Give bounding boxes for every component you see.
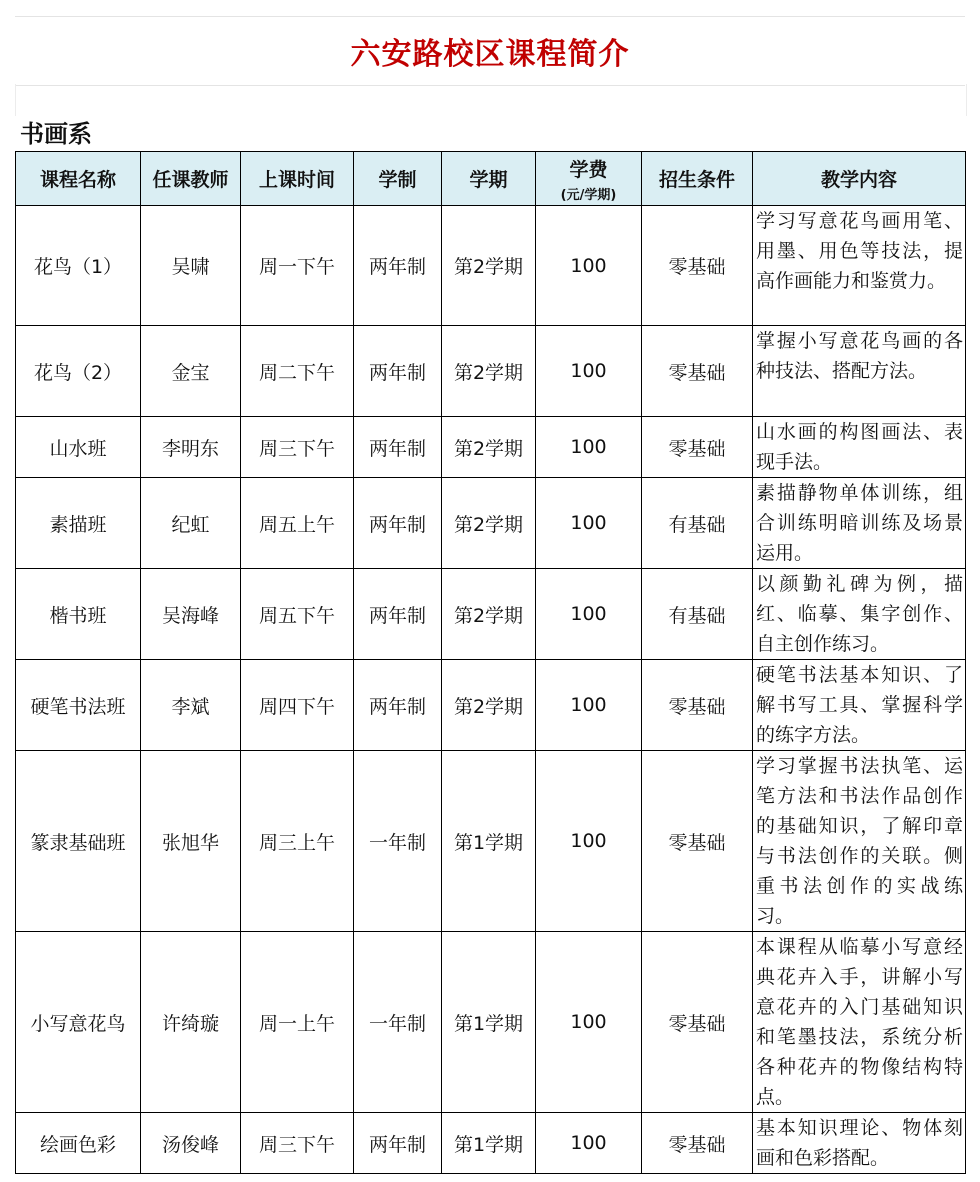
cell-name: 花鸟（1） [16, 206, 141, 326]
cell-fee: 100 [536, 417, 642, 478]
header-time: 上课时间 [241, 152, 354, 206]
header-teacher: 任课教师 [141, 152, 241, 206]
cell-requirement: 零基础 [642, 417, 753, 478]
cell-time: 周四下午 [241, 660, 354, 751]
cell-fee: 100 [536, 326, 642, 417]
cell-teacher: 李斌 [141, 660, 241, 751]
section-title: 书画系 [20, 120, 92, 148]
cell-content: 山水画的构图画法、表现手法。 [753, 417, 966, 478]
table-row [16, 569, 966, 660]
cell-system: 两年制 [354, 478, 442, 569]
cell-fee: 100 [536, 206, 642, 326]
cell-content: 硬笔书法基本知识、了解书写工具、掌握科学的练字方法。 [753, 660, 966, 751]
header-system: 学制 [354, 152, 442, 206]
header-row [16, 152, 966, 206]
cell-fee: 100 [536, 660, 642, 751]
cell-requirement: 零基础 [642, 1113, 753, 1174]
cell-requirement: 有基础 [642, 569, 753, 660]
cell-teacher: 李明东 [141, 417, 241, 478]
cell-name: 山水班 [16, 417, 141, 478]
cell-content: 素描静物单体训练，组合训练明暗训练及场景运用。 [753, 478, 966, 569]
cell-system: 两年制 [354, 417, 442, 478]
cell-teacher: 金宝 [141, 326, 241, 417]
cell-name: 小写意花鸟 [16, 932, 141, 1113]
table-row [16, 751, 966, 932]
cell-system: 两年制 [354, 206, 442, 326]
header-fee [536, 152, 642, 206]
table-row [16, 417, 966, 478]
cell-time: 周三下午 [241, 1113, 354, 1174]
cell-system: 一年制 [354, 932, 442, 1113]
cell-fee: 100 [536, 751, 642, 932]
cell-time: 周二下午 [241, 326, 354, 417]
cell-content: 本课程从临摹小写意经典花卉入手，讲解小写意花卉的入门基础知识和笔墨技法，系统分析各种花卉的物像结构特点。 [753, 932, 966, 1113]
cell-term: 第2学期 [442, 478, 536, 569]
course-table [15, 151, 966, 1174]
header-term: 学期 [442, 152, 536, 206]
cell-name: 硬笔书法班 [16, 660, 141, 751]
cell-content: 学习掌握书法执笔、运笔方法和书法作品创作的基础知识，了解印章与书法创作的关联。侧重书法创作的实战练习。 [753, 751, 966, 932]
cell-time: 周一下午 [241, 206, 354, 326]
cell-requirement: 零基础 [642, 932, 753, 1113]
table-row [16, 206, 966, 326]
header-fee-unit: (元/学期) [560, 187, 617, 203]
cell-fee: 100 [536, 932, 642, 1113]
page-title: 六安路校区课程简介 [350, 37, 630, 72]
cell-system: 两年制 [354, 660, 442, 751]
cell-teacher: 许绮璇 [141, 932, 241, 1113]
spacer-row [15, 84, 967, 116]
cell-time: 周五下午 [241, 569, 354, 660]
cell-content: 以颜勤礼碑为例，描红、临摹、集字创作、自主创作练习。 [753, 569, 966, 660]
header-requirement: 招生条件 [642, 152, 753, 206]
cell-time: 周五上午 [241, 478, 354, 569]
cell-requirement: 零基础 [642, 751, 753, 932]
title-band [15, 16, 965, 86]
cell-requirement: 有基础 [642, 478, 753, 569]
cell-teacher: 吴海峰 [141, 569, 241, 660]
cell-name: 花鸟（2） [16, 326, 141, 417]
cell-teacher: 吴啸 [141, 206, 241, 326]
cell-requirement: 零基础 [642, 660, 753, 751]
cell-requirement: 零基础 [642, 326, 753, 417]
header-fee-label: 学费 [569, 158, 608, 181]
table-row [16, 478, 966, 569]
cell-fee: 100 [536, 1113, 642, 1174]
cell-teacher: 汤俊峰 [141, 1113, 241, 1174]
cell-time: 周一上午 [241, 932, 354, 1113]
cell-teacher: 纪虹 [141, 478, 241, 569]
cell-time: 周三上午 [241, 751, 354, 932]
cell-time: 周三下午 [241, 417, 354, 478]
cell-content: 学习写意花鸟画用笔、用墨、用色等技法，提高作画能力和鉴赏力。 [753, 206, 966, 326]
cell-term: 第2学期 [442, 569, 536, 660]
cell-term: 第2学期 [442, 206, 536, 326]
table-row [16, 1113, 966, 1174]
cell-fee: 100 [536, 478, 642, 569]
cell-fee: 100 [536, 569, 642, 660]
cell-name: 篆隶基础班 [16, 751, 141, 932]
cell-term: 第1学期 [442, 751, 536, 932]
cell-system: 两年制 [354, 569, 442, 660]
cell-requirement: 零基础 [642, 206, 753, 326]
cell-name: 绘画色彩 [16, 1113, 141, 1174]
cell-content: 基本知识理论、物体刻画和色彩搭配。 [753, 1113, 966, 1174]
cell-term: 第2学期 [442, 660, 536, 751]
cell-term: 第2学期 [442, 417, 536, 478]
cell-system: 两年制 [354, 326, 442, 417]
cell-system: 一年制 [354, 751, 442, 932]
cell-term: 第1学期 [442, 932, 536, 1113]
header-content: 教学内容 [753, 152, 966, 206]
cell-name: 素描班 [16, 478, 141, 569]
table-row [16, 326, 966, 417]
cell-system: 两年制 [354, 1113, 442, 1174]
cell-content: 掌握小写意花鸟画的各种技法、搭配方法。 [753, 326, 966, 417]
cell-term: 第1学期 [442, 1113, 536, 1174]
table-row [16, 932, 966, 1113]
cell-name: 楷书班 [16, 569, 141, 660]
cell-teacher: 张旭华 [141, 751, 241, 932]
table-row [16, 660, 966, 751]
cell-term: 第2学期 [442, 326, 536, 417]
header-name: 课程名称 [16, 152, 141, 206]
